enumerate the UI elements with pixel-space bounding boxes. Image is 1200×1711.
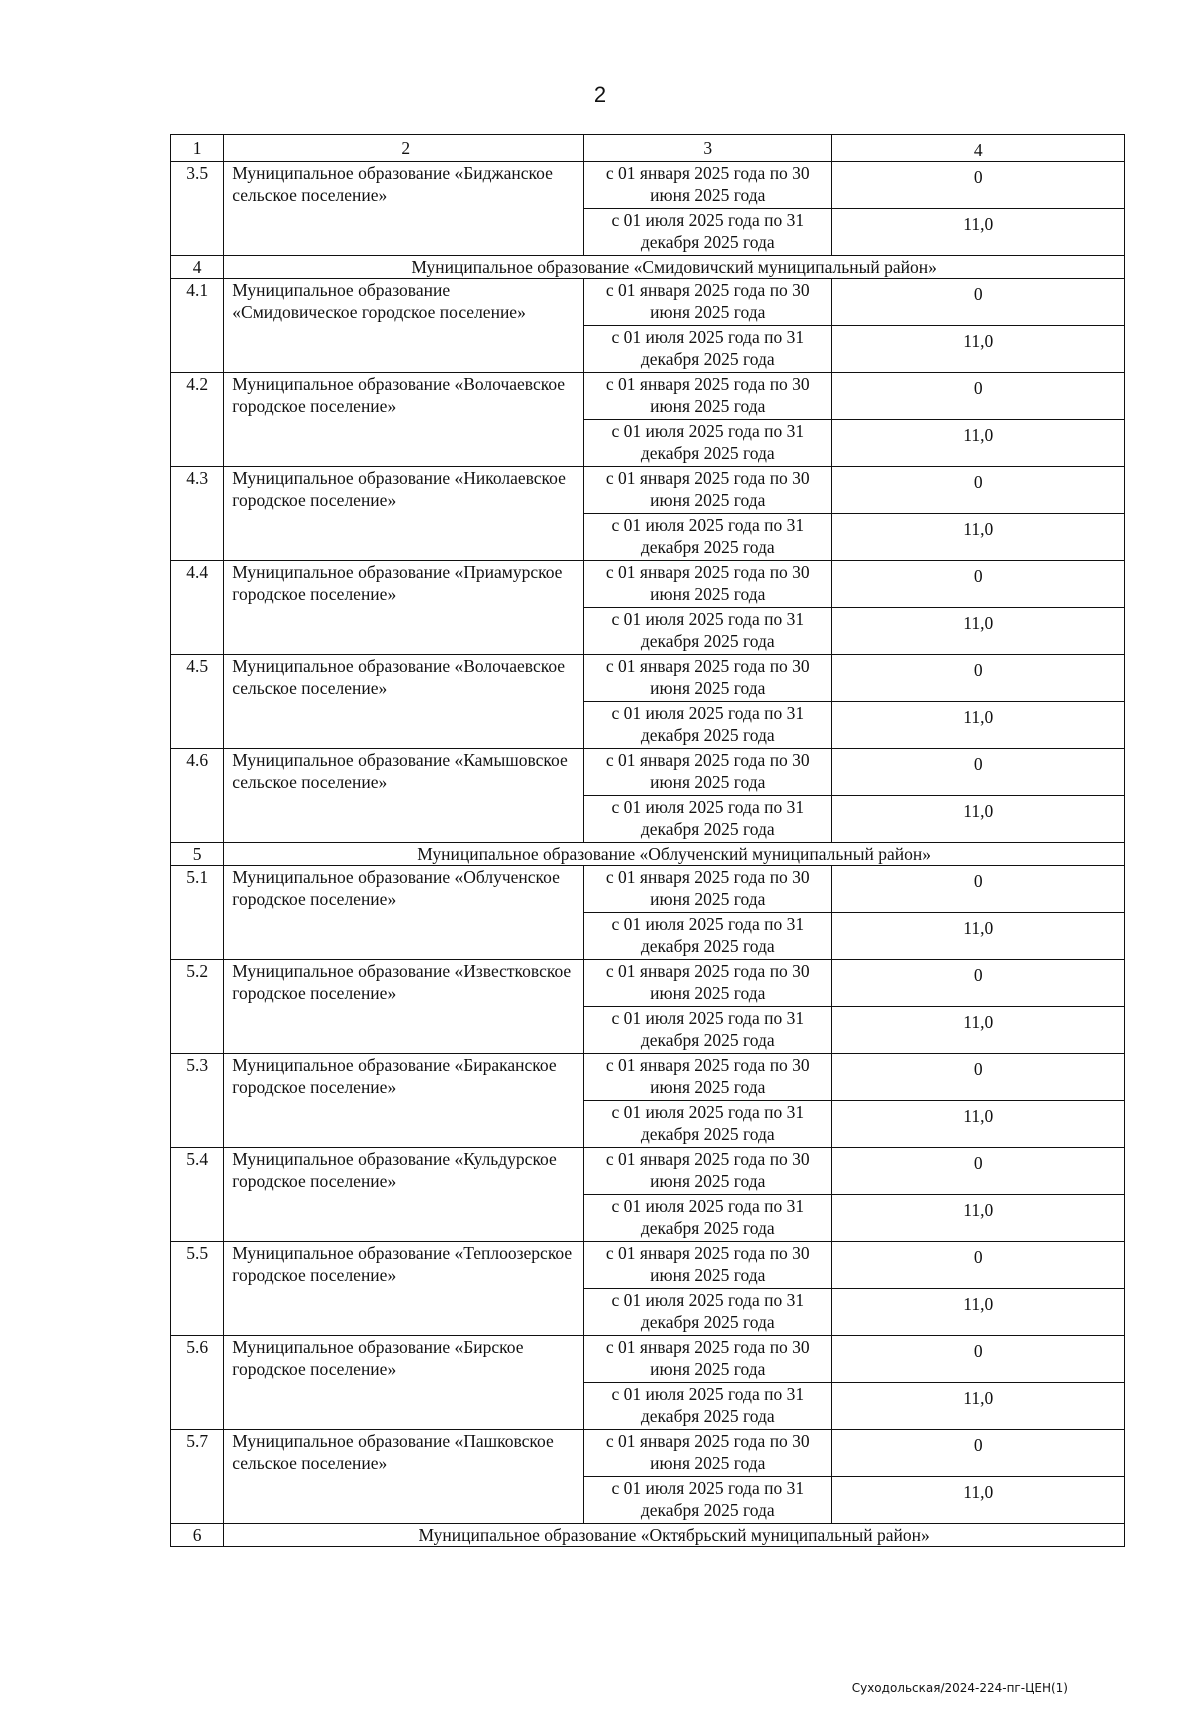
value-cell: 0 <box>832 749 1125 796</box>
table-row <box>171 960 1125 1007</box>
value-cell: 11,0 <box>832 796 1125 843</box>
period-cell: с 01 января 2025 года по 30 июня 2025 года <box>584 1336 832 1383</box>
entity-name: Муниципальное образование «Бирское городское поселение» <box>224 1336 584 1430</box>
section-row <box>171 1524 1125 1547</box>
value-cell: 11,0 <box>832 209 1125 256</box>
period-cell: с 01 июля 2025 года по 31 декабря 2025 года <box>584 1477 832 1524</box>
period-cell: с 01 июля 2025 года по 31 декабря 2025 года <box>584 1101 832 1148</box>
table-row <box>171 561 1125 608</box>
period-cell: с 01 июля 2025 года по 31 декабря 2025 года <box>584 608 832 655</box>
entity-name: Муниципальное образование «Облученское городское поселение» <box>224 866 584 960</box>
value-cell: 11,0 <box>832 1101 1125 1148</box>
entity-name: Муниципальное образование «Теплоозерское городское поселение» <box>224 1242 584 1336</box>
column-header: 3 <box>584 135 832 162</box>
period-cell: с 01 июля 2025 года по 31 декабря 2025 года <box>584 1007 832 1054</box>
value-cell: 0 <box>832 1336 1125 1383</box>
entity-name: Муниципальное образование «Бираканское городское поселение» <box>224 1054 584 1148</box>
value-cell: 0 <box>832 1430 1125 1477</box>
period-cell: с 01 января 2025 года по 30 июня 2025 года <box>584 162 832 209</box>
table-row <box>171 279 1125 326</box>
document-reference: Суходольская/2024-224-пг-ЦЕН(1) <box>851 1681 1068 1695</box>
row-number: 4.3 <box>171 467 224 561</box>
value-cell: 11,0 <box>832 913 1125 960</box>
period-cell: с 01 января 2025 года по 30 июня 2025 года <box>584 1148 832 1195</box>
value-cell: 11,0 <box>832 608 1125 655</box>
value-cell: 0 <box>832 1054 1125 1101</box>
table-row <box>171 749 1125 796</box>
value-cell: 11,0 <box>832 1007 1125 1054</box>
row-number: 4.1 <box>171 279 224 373</box>
table-row <box>171 1054 1125 1101</box>
page-number: 2 <box>593 82 607 107</box>
value-cell: 0 <box>832 655 1125 702</box>
row-number: 4.6 <box>171 749 224 843</box>
value-cell: 0 <box>832 279 1125 326</box>
column-header: 4 <box>832 135 1125 162</box>
column-header: 2 <box>224 135 584 162</box>
value-cell: 11,0 <box>832 1289 1125 1336</box>
period-cell: с 01 июля 2025 года по 31 декабря 2025 года <box>584 514 832 561</box>
value-cell: 11,0 <box>832 1477 1125 1524</box>
period-cell: с 01 января 2025 года по 30 июня 2025 года <box>584 1430 832 1477</box>
period-cell: с 01 июля 2025 года по 31 декабря 2025 года <box>584 702 832 749</box>
table-row <box>171 467 1125 514</box>
entity-name: Муниципальное образование «Камышовское сельское поселение» <box>224 749 584 843</box>
section-row <box>171 843 1125 866</box>
row-number: 5 <box>171 843 224 866</box>
period-cell: с 01 января 2025 года по 30 июня 2025 года <box>584 749 832 796</box>
entity-name: Муниципальное образование «Пашковское сельское поселение» <box>224 1430 584 1524</box>
table-row <box>171 866 1125 913</box>
table-row <box>171 655 1125 702</box>
period-cell: с 01 января 2025 года по 30 июня 2025 года <box>584 467 832 514</box>
table-row <box>171 1430 1125 1477</box>
period-cell: с 01 июля 2025 года по 31 декабря 2025 года <box>584 796 832 843</box>
row-number: 5.1 <box>171 866 224 960</box>
period-cell: с 01 июля 2025 года по 31 декабря 2025 года <box>584 1195 832 1242</box>
period-cell: с 01 января 2025 года по 30 июня 2025 года <box>584 866 832 913</box>
entity-name: Муниципальное образование «Смидовическое городское поселение» <box>224 279 584 373</box>
tariff-table <box>170 134 1125 1547</box>
row-number: 5.3 <box>171 1054 224 1148</box>
table-body <box>171 135 1125 1547</box>
row-number: 4 <box>171 256 224 279</box>
section-row <box>171 256 1125 279</box>
section-title: Муниципальное образование «Октябрьский муниципальный район» <box>224 1524 1125 1547</box>
row-number: 5.4 <box>171 1148 224 1242</box>
period-cell: с 01 июля 2025 года по 31 декабря 2025 года <box>584 1383 832 1430</box>
period-cell: с 01 января 2025 года по 30 июня 2025 года <box>584 279 832 326</box>
period-cell: с 01 июля 2025 года по 31 декабря 2025 года <box>584 420 832 467</box>
period-cell: с 01 января 2025 года по 30 июня 2025 года <box>584 1242 832 1289</box>
value-cell: 0 <box>832 561 1125 608</box>
entity-name: Муниципальное образование «Кульдурское городское поселение» <box>224 1148 584 1242</box>
value-cell: 0 <box>832 960 1125 1007</box>
row-number: 5.6 <box>171 1336 224 1430</box>
entity-name: Муниципальное образование «Волочаевское городское поселение» <box>224 373 584 467</box>
entity-name: Муниципальное образование «Известковское городское поселение» <box>224 960 584 1054</box>
table-row <box>171 373 1125 420</box>
value-cell: 11,0 <box>832 1383 1125 1430</box>
period-cell: с 01 января 2025 года по 30 июня 2025 года <box>584 655 832 702</box>
value-cell: 0 <box>832 467 1125 514</box>
table-header-row <box>171 135 1125 162</box>
value-cell: 0 <box>832 866 1125 913</box>
entity-name: Муниципальное образование «Волочаевское сельское поселение» <box>224 655 584 749</box>
period-cell: с 01 января 2025 года по 30 июня 2025 года <box>584 561 832 608</box>
row-number: 3.5 <box>171 162 224 256</box>
table-row <box>171 162 1125 209</box>
period-cell: с 01 июля 2025 года по 31 декабря 2025 года <box>584 326 832 373</box>
period-cell: с 01 января 2025 года по 30 июня 2025 года <box>584 960 832 1007</box>
row-number: 4.4 <box>171 561 224 655</box>
table-row <box>171 1242 1125 1289</box>
row-number: 6 <box>171 1524 224 1547</box>
period-cell: с 01 июля 2025 года по 31 декабря 2025 года <box>584 913 832 960</box>
row-number: 5.7 <box>171 1430 224 1524</box>
entity-name: Муниципальное образование «Приамурское городское поселение» <box>224 561 584 655</box>
row-number: 4.5 <box>171 655 224 749</box>
section-title: Муниципальное образование «Смидовичский муниципальный район» <box>224 256 1125 279</box>
period-cell: с 01 января 2025 года по 30 июня 2025 года <box>584 1054 832 1101</box>
period-cell: с 01 июля 2025 года по 31 декабря 2025 года <box>584 1289 832 1336</box>
column-header: 1 <box>171 135 224 162</box>
section-title: Муниципальное образование «Облученский муниципальный район» <box>224 843 1125 866</box>
entity-name: Муниципальное образование «Биджанское сельское поселение» <box>224 162 584 256</box>
table-row <box>171 1148 1125 1195</box>
value-cell: 0 <box>832 1242 1125 1289</box>
row-number: 4.2 <box>171 373 224 467</box>
value-cell: 0 <box>832 373 1125 420</box>
row-number: 5.5 <box>171 1242 224 1336</box>
entity-name: Муниципальное образование «Николаевское городское поселение» <box>224 467 584 561</box>
row-number: 5.2 <box>171 960 224 1054</box>
value-cell: 11,0 <box>832 1195 1125 1242</box>
value-cell: 0 <box>832 1148 1125 1195</box>
value-cell: 11,0 <box>832 326 1125 373</box>
value-cell: 11,0 <box>832 514 1125 561</box>
period-cell: с 01 января 2025 года по 30 июня 2025 года <box>584 373 832 420</box>
value-cell: 11,0 <box>832 420 1125 467</box>
period-cell: с 01 июля 2025 года по 31 декабря 2025 года <box>584 209 832 256</box>
value-cell: 11,0 <box>832 702 1125 749</box>
table-row <box>171 1336 1125 1383</box>
value-cell: 0 <box>832 162 1125 209</box>
